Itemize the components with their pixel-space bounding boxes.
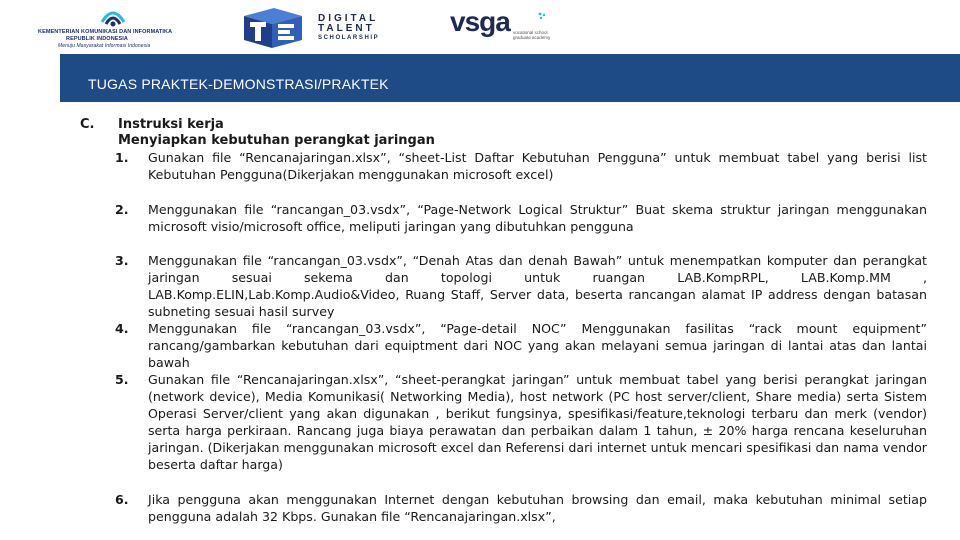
section-heading [80,117,224,132]
dts-line-scholarship: SCHOLARSHIP [318,35,380,41]
sub-title: Menyiapkan kebutuhan perangkat jaringan [118,133,435,148]
item-number: 3. [115,253,129,268]
list-item [115,371,927,473]
item-text: Jika pengguna akan menggunakan Internet dengan kebutuhan browsing dan email, maka kebutuhan minimal setiap pengguna adalah 32 Kbps. Gunakan file “Rencanajaringan.xlsx”, [148,492,927,524]
dts-cube-icon [240,6,306,50]
kominfo-emblem-icon [98,4,128,28]
kominfo-name: KEMENTERIAN KOMUNIKASI DAN INFORMATIKA [38,29,173,35]
kominfo-tagline: Menuju Masyarakat Informasi Indonesia [58,43,151,49]
dts-wordmark [318,14,379,42]
list-item [115,320,927,371]
item-number: 2. [115,202,129,217]
item-number: 5. [115,372,129,387]
item-number: 1. [115,150,129,165]
section-letter: C. [80,117,95,132]
list-item [115,201,927,235]
section-title: Instruksi kerja [118,117,224,132]
list-item [115,252,927,320]
vsga-subtitle: vocational school graduate academy [513,30,551,40]
item-text: Gunakan file “Rencanajaringan.xlsx”, “sheet-perangkat jaringan” untuk membuat tabel yang berisi perangkat jaringan (network device), Media Komunikasi( Networking Media), host network (PC host server/client, Share media) serta Sistem Operasi Server/client yang akan digunakan , berikut fungsinya, spesifikasi/feature,teknologi terbaru dan merk (vendor) serta harga perkiraan. Rancang juga biaya perawatan dan perbaikan dalam 1 tahun, ± 20% harga rencana keseluruhan jaringan. (Dikerjakan menggunakan microsoft excel dan Referensi dari internet untuk mencari spesifikasi dan nama vendor beserta daftar harga) [148,372,927,472]
item-number: 4. [115,321,129,336]
kominfo-country: REPUBLIK INDONESIA [66,36,128,42]
header [0,0,960,54]
item-number: 6. [115,492,129,507]
vsga-logo: vsga [450,6,510,37]
vsga-sparkle-icon [538,12,546,20]
list-item [115,491,927,525]
dts-line-talent: TALENT [318,23,375,34]
slide-title: TUGAS PRAKTEK-DEMONSTRASI/PRAKTEK [88,76,389,92]
item-text: Menggunakan file “rancangan_03.vsdx”, “Page-Network Logical Struktur” Buat skema struktur jaringan menggunakan microsoft visio/microsoft office, meliputi jaringan yang dibutuhkan pengguna [148,202,927,234]
dts-line-digital: DIGITAL [318,13,379,24]
kominfo-logo [38,4,208,50]
item-text: Menggunakan file “rancangan_03.vsdx”, “Denah Atas dan denah Bawah” untuk menempatkan komputer dan perangkat jaringan sesuai sekema dan topologi untuk ruangan LAB.KompRPL, LAB.Komp.MM , LAB.Komp.ELIN,Lab.Komp.Audio&Video, Ruang Staff, Server data, beserta rancangan alamat IP address dengan batasan subneting sesuai hasil survey [148,253,927,319]
item-text: Gunakan file “Rencanajaringan.xlsx”, “sheet-List Daftar Kebutuhan Pengguna” untuk membuat tabel yang berisi list Kebutuhan Pengguna(Dikerjakan menggunakan microsoft excel) [148,150,927,182]
title-bar [60,54,960,102]
item-text: Menggunakan file “rancangan_03.vsdx”, “Page-detail NOC” Menggunakan fasilitas “rack mount equipment” rancang/gambarkan kebutuhan dari equiptment dari NOC yang akan melayani semua jaringan di lantai atas dan lantai bawah [148,321,927,370]
list-item [115,149,927,183]
